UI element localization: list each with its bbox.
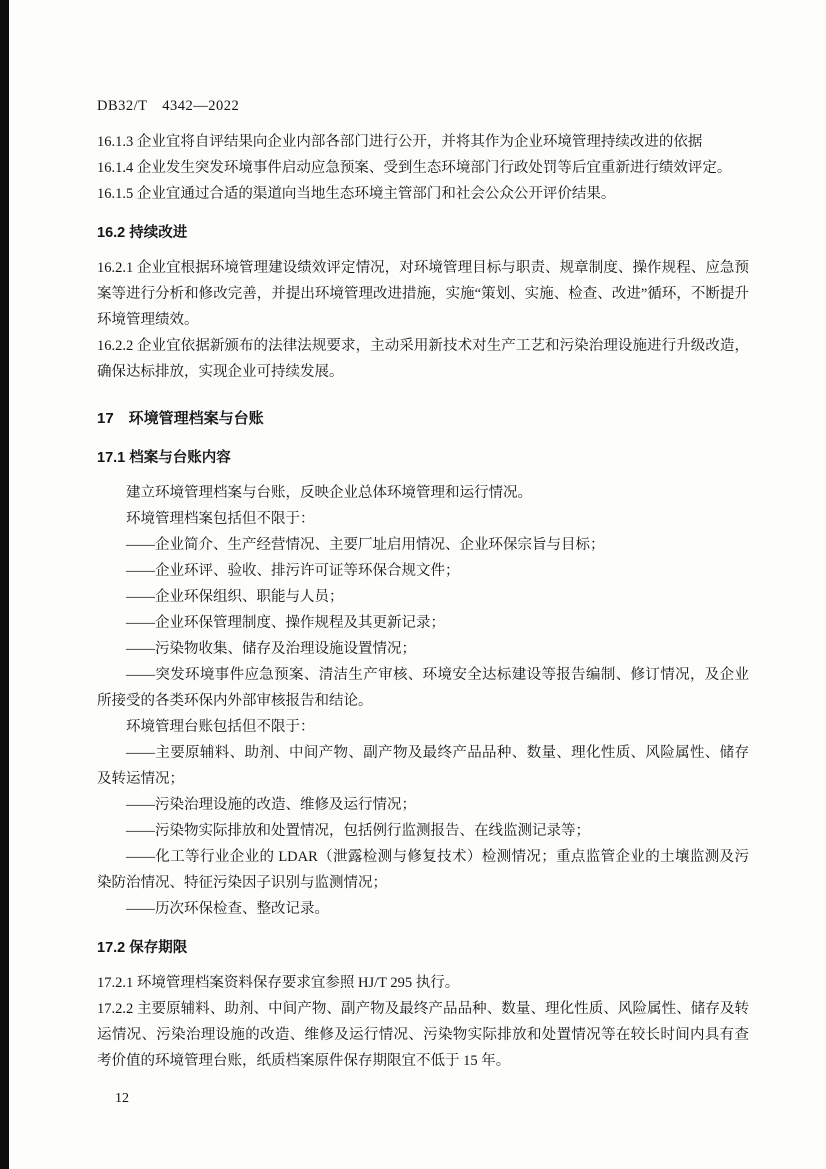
body-paragraph: 环境管理台账包括但不限于： (126, 719, 315, 735)
clause-paragraph: 16.1.4 企业发生突发环境事件启动应急预案、受到生态环境部门行政处罚等后宜重新进行绩效评定。 (97, 160, 732, 176)
chapter-heading: 17 环境管理档案与台账 (97, 410, 264, 427)
list-item: ——企业环评、验收、排污许可证等环保合规文件； (126, 563, 460, 579)
section-heading: 17.1 档案与台账内容 (97, 450, 231, 466)
body-paragraph: 环境管理档案包括但不限于： (126, 511, 315, 527)
list-item: ——企业环保组织、职能与人员； (126, 589, 344, 605)
list-item: ——污染物收集、储存及治理设施设置情况； (126, 641, 416, 657)
list-item: ——污染治理设施的改造、维修及运行情况； (126, 797, 416, 813)
clause-paragraph: 16.2.2 企业宜依据新颁布的法律法规要求，主动采用新技术对生产工艺和污染治理设施进行升级改造，确保达标排放，实现企业可持续发展。 (97, 338, 749, 380)
list-item: ——化工等行业企业的 LDAR（泄露检测与修复技术）检测情况；重点监管企业的土壤监测及污染防治情况、特征污染因子识别与监测情况； (97, 849, 749, 891)
page-number: 12 (115, 1091, 129, 1106)
body-paragraph: 建立环境管理档案与台账，反映企业总体环境管理和运行情况。 (126, 485, 532, 501)
section-heading: 16.2 持续改进 (97, 225, 188, 241)
document-number-header: DB32/T 4342—2022 (97, 98, 240, 114)
clause-paragraph: 17.2.2 主要原辅料、助剂、中间产物、副产物及最终产品品种、数量、理化性质、风险属性、储存及转运情况、污染治理设施的改造、维修及运行情况、污染物实际排放和处置情况等在较长时间内具有查考价值的环境管理台账，纸质档案原件保存期限宜不低于 15 年。 (97, 1001, 749, 1069)
list-item: ——企业简介、生产经营情况、主要厂址启用情况、企业环保宗旨与目标； (126, 537, 605, 553)
list-item: ——主要原辅料、助剂、中间产物、副产物及最终产品品种、数量、理化性质、风险属性、储存及转运情况； (97, 745, 749, 787)
list-item: ——污染物实际排放和处置情况，包括例行监测报告、在线监测记录等； (126, 823, 590, 839)
list-item: ——历次环保检查、整改记录。 (126, 901, 329, 917)
page-content (97, 94, 749, 1074)
list-item: ——突发环境事件应急预案、清洁生产审核、环境安全达标建设等报告编制、修订情况，及企业所接受的各类环保内外部审核报告和结论。 (97, 667, 749, 709)
clause-paragraph: 17.2.1 环境管理档案资料保存要求宜参照 HJ/T 295 执行。 (97, 975, 460, 991)
list-item: ——企业环保管理制度、操作规程及其更新记录； (126, 615, 445, 631)
section-heading: 17.2 保存期限 (97, 940, 188, 956)
clause-paragraph: 16.2.1 企业宜根据环境管理建设绩效评定情况，对环境管理目标与职责、规章制度、操作规程、应急预案等进行分析和修改完善，并提出环境管理改进措施，实施“策划、实施、检查、改进”循环，不断提升环境管理绩效。 (97, 260, 749, 328)
clause-paragraph: 16.1.5 企业宜通过合适的渠道向当地生态环境主管部门和社会公众公开评价结果。 (97, 186, 616, 202)
document-body (97, 129, 749, 1074)
clause-paragraph: 16.1.3 企业宜将自评结果向企业内部各部门进行公开，并将其作为企业环境管理持续改进的依据 (97, 134, 703, 150)
scan-edge (0, 0, 9, 1169)
